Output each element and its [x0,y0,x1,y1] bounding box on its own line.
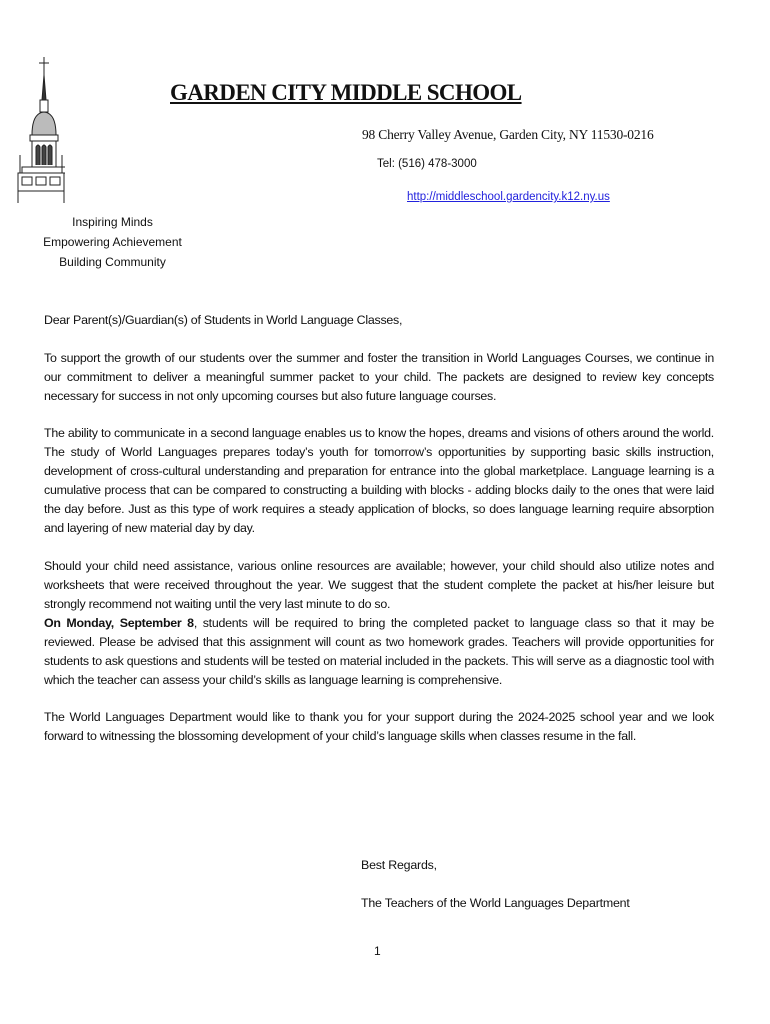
motto-line: Inspiring Minds [72,215,153,229]
motto-line: Building Community [59,255,166,269]
deadline-paragraph [44,614,714,690]
motto-line: Empowering Achievement [43,235,182,249]
school-motto [30,212,195,272]
paragraph: The ability to communicate in a second language enables us to know the hopes, dreams and visions of others around the world. The study of World Languages prepares today’s youth for tomorrow’s opportunities by supporting basic skills instruction, development of cross-cultural understanding and preparation for entrance into the global marketplace. Language learning is a cumulative process that can be compared to constructing a building with blocks - adding blocks daily to the ones that were laid the day before. Just as this type of work requires a steady application of blocks, so does language learning require absorption and layering of new material day by day. [44,426,714,535]
school-phone: Tel: (516) 478-3000 [377,158,477,170]
closing: Best Regards, [361,858,437,872]
deadline-text: , students will be required to bring the completed packet to language class so that it may be reviewed. Please be advised that this assignment will count as two homework grades. Teachers will provide opportunities for students to ask questions and students will be tested on material included in the packets. This will serve as a diagnostic tool with which the teacher can assess your child’s skills as language learning is comprehensive. [44,615,714,687]
school-name: GARDEN CITY MIDDLE SCHOOL [170,80,522,105]
paragraph: To support the growth of our students over the summer and foster the transition in World Languages Courses, we continue in our commitment to deliver a meaningful summer packet to your child. The packets are designed to review key concepts necessary for success in not only upcoming courses but also future language courses. [44,350,714,403]
letter-body [44,311,714,765]
deadline-date: On Monday, September 8 [44,615,194,630]
school-website-link[interactable]: http://middleschool.gardencity.k12.ny.us [407,191,610,203]
school-address: 98 Cherry Valley Avenue, Garden City, NY 11530-0216 [362,127,654,142]
thanks-paragraph: The World Languages Department would like to thank you for your support during the 2024-2025 school year and we look forward to witnessing the blossoming development of your child’s language skills when classes resume in the fall. [44,710,714,743]
closing-block [361,858,630,934]
bell-tower-icon [10,55,65,205]
greeting: Dear Parent(s)/Guardian(s) of Students in World Language Classes, [44,313,403,327]
signature: The Teachers of the World Languages Department [361,896,630,910]
paragraph: Should your child need assistance, various online resources are available; however, your child should also utilize notes and worksheets that were received throughout the year. We suggest that the student complete the packet at his/her leisure but strongly recommend not waiting until the very last minute to do so. [44,558,714,611]
page-number: 1 [374,944,381,958]
